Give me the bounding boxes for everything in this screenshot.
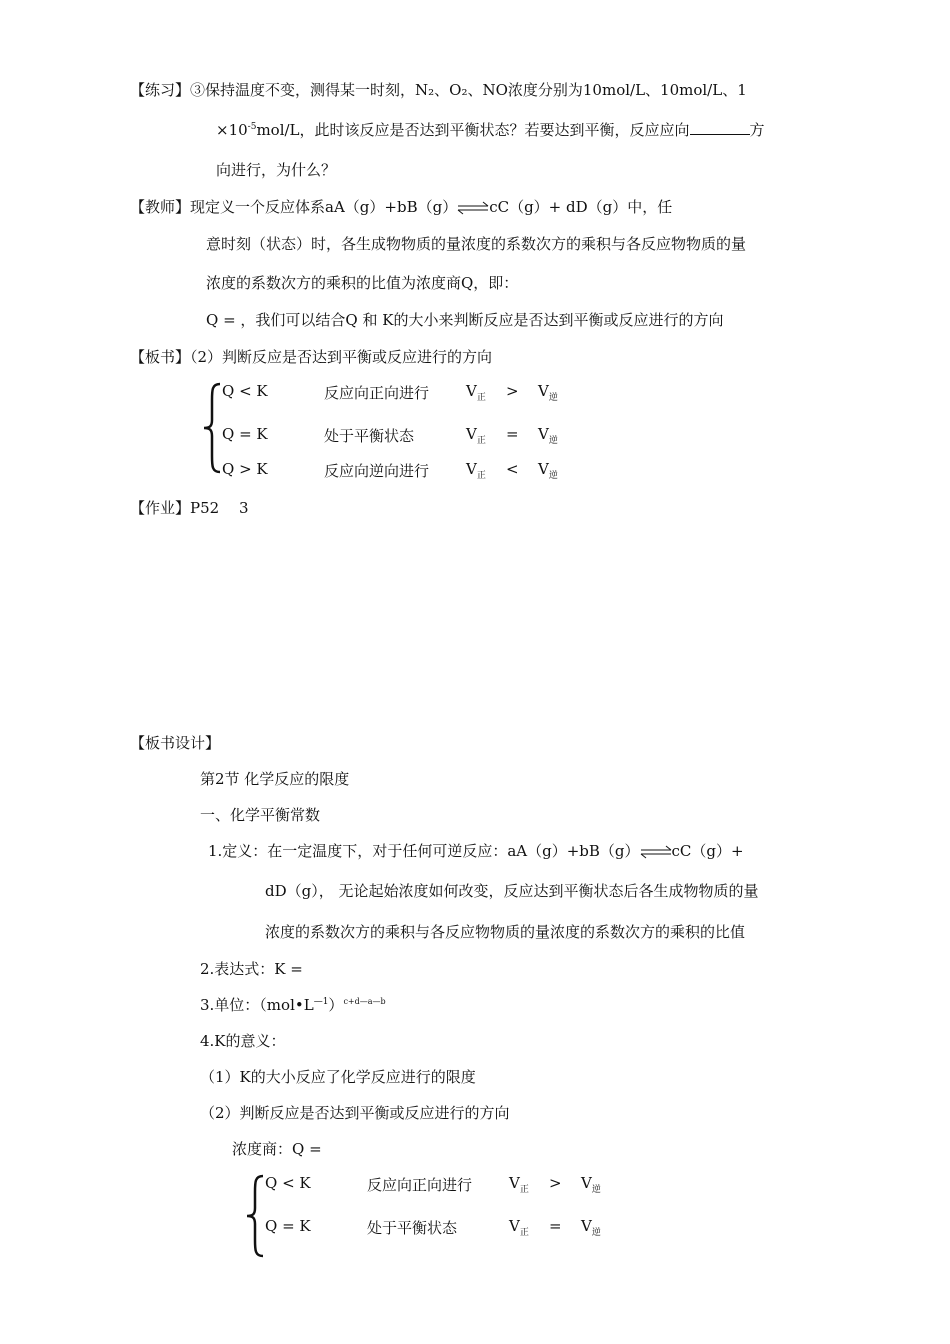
practice-line-1 [130,79,747,100]
velocity-forward: $V_正$ [466,460,486,481]
unit-close: ） [328,996,344,1014]
description: 反应向正向进行 [367,1176,473,1194]
board-line [130,346,492,367]
description: 反应向逆向进行 [324,462,430,480]
practice-text-2a: ×10 [216,121,248,139]
description: 处于平衡状态 [324,427,415,445]
homework-text: P52 3 [190,499,249,517]
meaning-item-2: （2）判断反应是否达到平衡或反应进行的方向 [200,1104,510,1122]
description: 处于平衡状态 [367,1219,458,1237]
equilibrium-arrow-icon [457,201,489,215]
velocity-forward: $V_正$ [509,1217,529,1238]
definition-line-3: 浓度的系数次方的乘积与各反应物物质的量浓度的系数次方的乘积的比值 [265,923,746,941]
answer-blank[interactable] [690,120,750,135]
curly-brace-icon [243,1172,267,1260]
teacher-label: 【教师】 [130,198,191,216]
curly-brace-icon [200,380,224,476]
unit-text: 3.单位：（mol•L [200,996,314,1014]
unit-power: c+d—a—b [343,997,386,1006]
design-heading: 一、化学平衡常数 [200,806,321,824]
operator: > [506,382,519,400]
homework-label: 【作业】 [130,499,191,517]
definition-text-a: 1.定义：在一定温度下，对于任何可逆反应：aA（g）+bB（g） [208,842,640,860]
condition: Q = K [222,425,268,443]
board-label: 【板书】 [130,348,191,366]
teacher-text-1a: 现定义一个反应体系aA（g）+bB（g） [190,198,458,216]
operator: > [549,1174,562,1192]
velocity-reverse: $V_逆$ [581,1217,601,1238]
meaning-item-1: （1）K的大小反应了化学反应进行的限度 [200,1068,476,1086]
velocity-reverse: $V_逆$ [581,1174,601,1195]
teacher-line-3: 浓度的系数次方的乘积的比值为浓度商Q，即： [206,274,519,292]
board-title: （2）判断反应是否达到平衡或反应进行的方向 [190,348,493,366]
design-label: 【板书设计】 [130,734,221,752]
expression-line: 2.表达式：K = [200,960,303,978]
condition: Q > K [222,460,268,478]
condition: Q < K [265,1174,311,1192]
practice-label: 【练习】 [130,81,191,99]
homework-line [130,497,249,518]
teacher-line-2: 意时刻（状态）时，各生成物物质的量浓度的系数次方的乘积与各反应物物质的量 [206,235,747,253]
practice-line-2 [216,119,765,140]
practice-exponent: -5 [247,122,257,132]
condition: Q = K [265,1217,311,1235]
practice-text-1: ③保持温度不变，测得某一时刻，N₂、O₂、NO浓度分别为10mol/L、10mol/L、1 [190,81,747,99]
condition: Q < K [222,382,268,400]
meaning-heading: 4.K的意义： [200,1032,286,1050]
unit-line [200,994,386,1015]
operator: = [549,1217,562,1235]
definition-line-1 [208,840,744,861]
description: 反应向正向进行 [324,384,430,402]
velocity-reverse: $V_逆$ [538,460,558,481]
operator: = [506,425,519,443]
velocity-forward: $V_正$ [509,1174,529,1195]
definition-line-2: dD（g）， 无论起始浓度如何改变，反应达到平衡状态后各生成物物质的量 [265,882,759,900]
velocity-reverse: $V_逆$ [538,382,558,403]
definition-text-b: cC（g）+ [671,842,744,860]
practice-text-2b: mol/L，此时该反应是否达到平衡状态？若要达到平衡，反应应向 [256,121,690,139]
teacher-text-1b: cC（g）+ dD（g）中，任 [489,198,673,216]
teacher-line-1 [130,196,672,217]
velocity-forward: $V_正$ [466,425,486,446]
unit-exponent: —1 [313,997,329,1007]
design-section-title: 第2节 化学反应的限度 [200,770,350,788]
velocity-forward: $V_正$ [466,382,486,403]
practice-text-2c: 方 [749,121,765,139]
practice-line-3: 向进行，为什么？ [216,161,337,179]
concentration-quotient: 浓度商：Q = [232,1140,322,1158]
equilibrium-arrow-icon [640,845,672,859]
operator: < [506,460,519,478]
velocity-reverse: $V_逆$ [538,425,558,446]
teacher-line-4: Q = ，我们可以结合Q 和 K的大小来判断反应是否达到平衡或反应进行的方向 [206,311,724,329]
